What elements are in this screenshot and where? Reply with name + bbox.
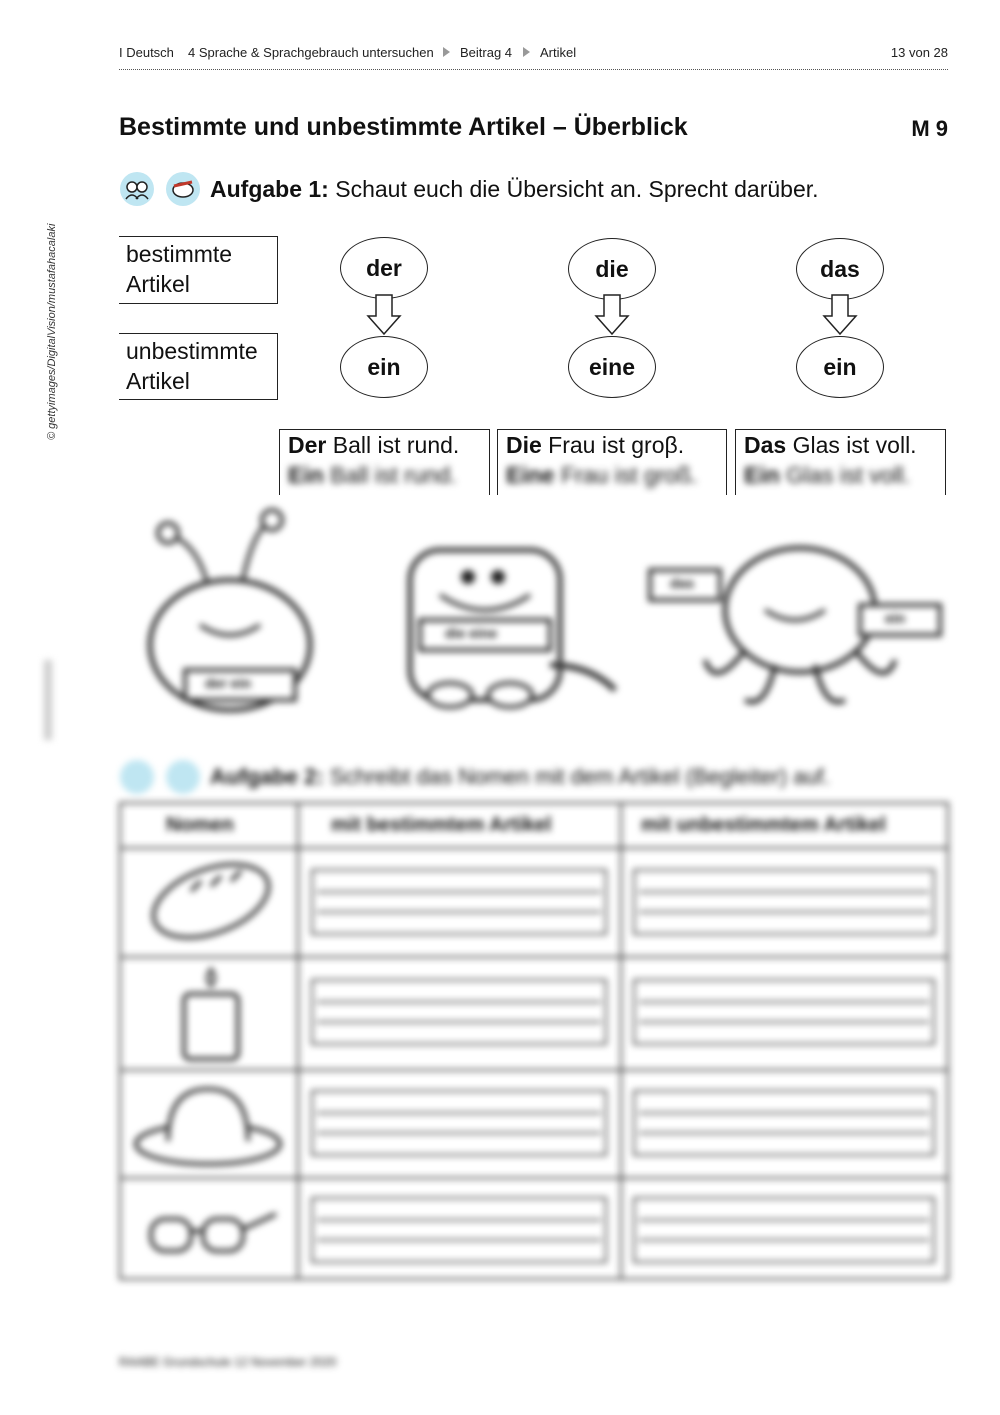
writing-icon (166, 760, 200, 794)
write-field[interactable] (633, 979, 935, 1045)
write-field[interactable] (633, 1197, 935, 1263)
write-field[interactable] (311, 979, 607, 1045)
example-definite: Das Glas ist voll. (744, 432, 917, 458)
partner-work-icon (120, 760, 154, 794)
header-topic: Artikel (540, 45, 577, 60)
example-indefinite: Ein Glas ist voll. (744, 462, 911, 488)
write-field[interactable] (633, 869, 935, 935)
task2-instruction (210, 764, 830, 790)
column-header-indefinite: mit unbestimmtem Artikel (641, 814, 886, 836)
hat-icon (133, 1079, 283, 1169)
breadcrumb-arrow-icon (443, 47, 450, 57)
example-indefinite: Eine Frau ist groß. (506, 462, 698, 488)
definite-article-label: bestimmte Artikel (119, 236, 278, 304)
down-arrow-icon (822, 294, 858, 336)
indefinite-article-label: unbestimmte Artikel (119, 333, 278, 400)
monster-die-illustration: die eine (390, 535, 630, 720)
breadcrumb-arrow-icon (523, 47, 530, 57)
write-field[interactable] (311, 869, 607, 935)
example-box (279, 429, 490, 495)
speaking-icon (166, 172, 200, 206)
side-copyright (44, 660, 52, 740)
monster-das-illustration: das ein (645, 540, 950, 715)
footer-text: RAABE Grundschule 12 November 2020 (119, 1355, 337, 1369)
example-box (497, 429, 727, 495)
candle-icon (176, 964, 246, 1064)
example-definite: Der Ball ist rund. (288, 432, 460, 458)
indefinite-article-bubble: ein (796, 336, 884, 398)
page-number: 13 von 28 (890, 45, 948, 60)
task1-label: Aufgabe 1: (210, 176, 329, 202)
header-beitrag: Beitrag 4 (460, 45, 513, 60)
header-unit: 4 Sprache & Sprachgebrauch untersuchen (188, 45, 434, 60)
example-indefinite: Ein Ball ist rund. (288, 462, 457, 488)
header-subject: I Deutsch (119, 45, 174, 60)
write-field[interactable] (311, 1197, 607, 1263)
task2-text: Schreibt das Nomen mit dem Artikel (Begleiter) auf. (329, 764, 830, 789)
definite-article-bubble: der (340, 237, 428, 299)
partner-work-icon (120, 172, 154, 206)
image-credit: © gettyimages/DigitalVision/mustafahacalaki (46, 223, 58, 440)
down-arrow-icon (366, 294, 402, 336)
indefinite-article-bubble: eine (568, 336, 656, 398)
monster-der-illustration: der ein (130, 505, 330, 720)
bread-icon (146, 856, 276, 946)
header-divider (119, 69, 948, 70)
task1-instruction (210, 176, 819, 203)
task1-text: Schaut euch die Übersicht an. Sprecht darüber. (335, 176, 819, 202)
write-field[interactable] (633, 1090, 935, 1156)
definite-article-bubble: die (568, 238, 656, 300)
page-title: Bestimmte und unbestimmte Artikel – Überblick (119, 113, 688, 141)
column-header-definite: mit bestimmtem Artikel (331, 814, 552, 836)
glasses-icon (141, 1199, 281, 1269)
worksheet-table (119, 802, 949, 1280)
column-header-noun: Nomen (166, 814, 234, 836)
indefinite-article-bubble: ein (340, 336, 428, 398)
task2-label: Aufgabe 2: (210, 764, 324, 789)
write-field[interactable] (311, 1090, 607, 1156)
definite-article-bubble: das (796, 238, 884, 300)
down-arrow-icon (594, 294, 630, 336)
example-box (735, 429, 946, 495)
example-definite: Die Frau ist groβ. (506, 432, 685, 458)
material-number: M 9 (911, 116, 948, 141)
